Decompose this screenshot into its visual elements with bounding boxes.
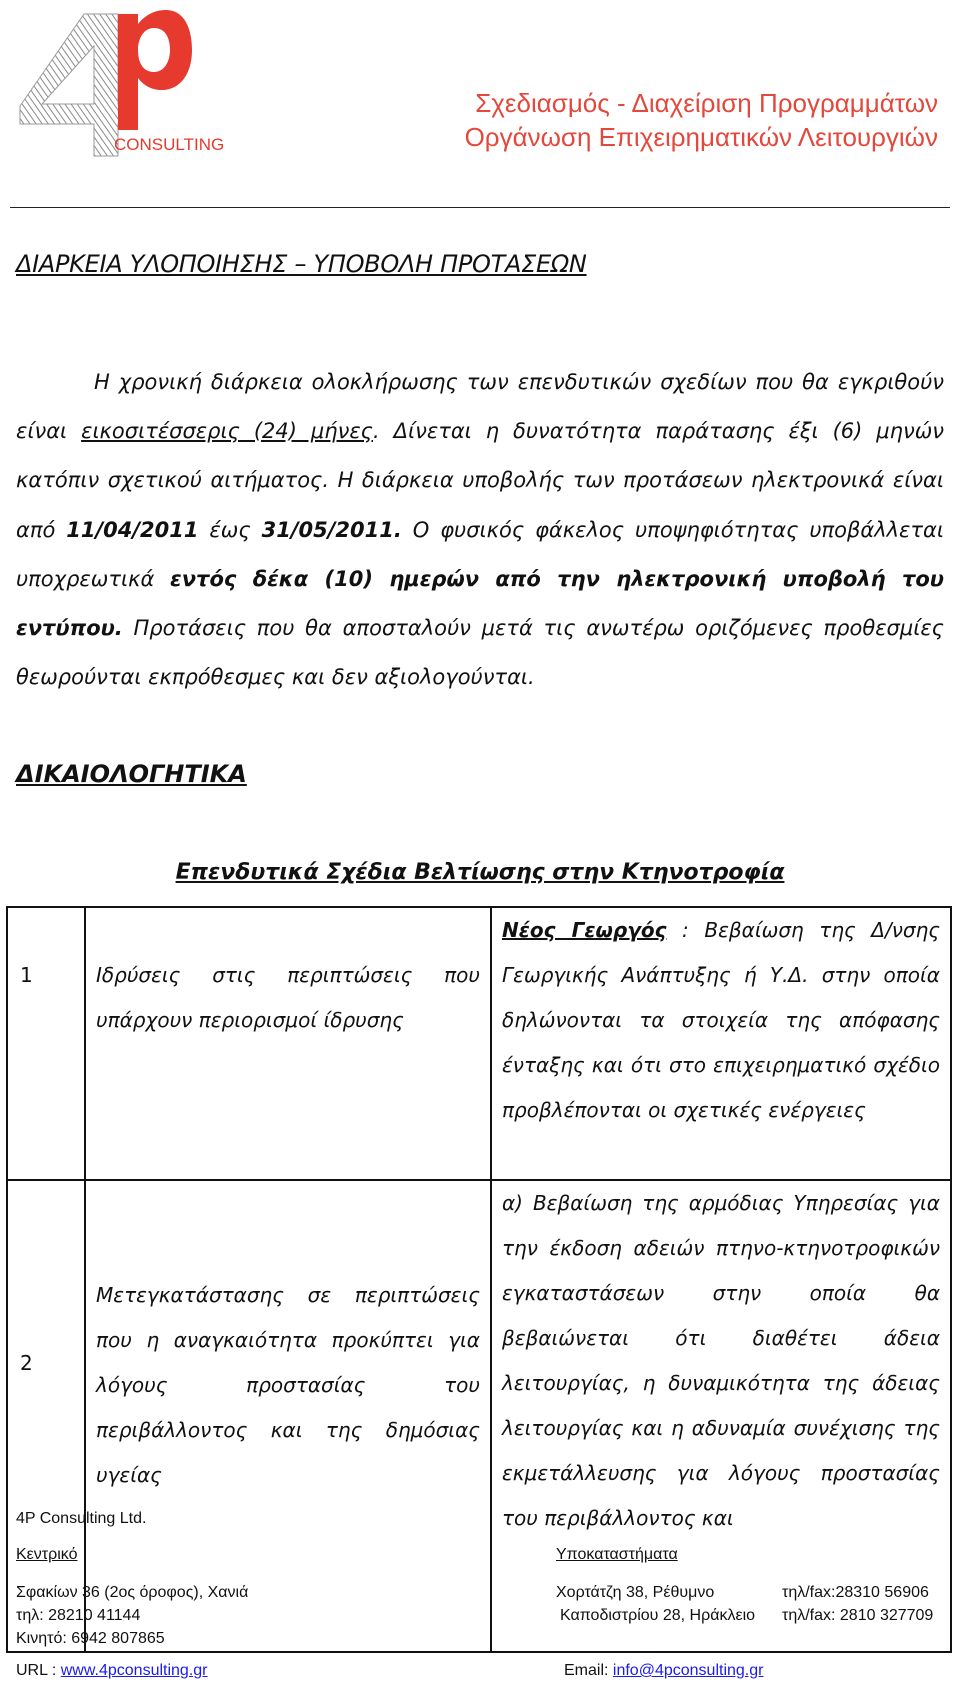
row-description: Μετεγκατάστασης σε περιπτώσεις που η αναγκαιότητα προκύπτει για λόγους προστασίας του περιβάλλοντος και της δημόσιας υγείας <box>85 1180 491 1652</box>
para-duration-underlined: εικοσιτέσσερις (24) μήνες <box>81 419 374 444</box>
para-end-date: 31/05/2011. <box>261 517 402 542</box>
footer-hq-label: Κεντρικό <box>16 1546 78 1563</box>
section-title-duration: ΔΙΑΡΚΕΙΑ ΥΛΟΠΟΙΗΣΗΣ – ΥΠΟΒΟΛΗ ΠΡΟΤΑΣΕΩΝ <box>16 250 587 278</box>
para-deadline-bold: εντός δέκα (10) ημερών από την ηλεκτρονική υποβολή του εντύπου. <box>16 566 944 641</box>
url-label: URL : <box>16 1662 61 1679</box>
duration-paragraph <box>16 358 944 702</box>
row-description: Ιδρύσεις στις περιπτώσεις που υπάρχουν περιορισμοί ίδρυσης <box>85 907 491 1180</box>
footer-branches-label: Υποκαταστήματα <box>556 1546 678 1563</box>
para-text: έως <box>198 517 262 542</box>
footer-hq-address: Σφακίων 36 (2ος όροφος), Χανιά <box>16 1584 249 1601</box>
tagline-line-2: Οργάνωση Επιχειρηματικών Λειτουργιών <box>464 122 938 152</box>
para-text: Ο φυσικός φάκελος υποψηφιότητας υποβάλλεται υποχρεωτικά <box>16 517 944 591</box>
documents-table <box>6 906 952 1653</box>
footer-branch2-phone: τηλ/fax: 2810 327709 <box>782 1607 934 1624</box>
row-requirement <box>491 907 951 1180</box>
email-label: Email: <box>564 1662 613 1679</box>
requirement-text: : Βεβαίωση της Δ/νσης Γεωργικής Ανάπτυξης ή Υ.Δ. στην οποία δηλώνονται τα στοιχεία της απόφασης ένταξης και ότι στο επιχειρηματικό σχέδιο προβλέπονται οι σχετικές ενέργειες <box>502 918 940 1122</box>
footer-url-row <box>16 1662 208 1680</box>
section-title-documents: ΔΙΚΑΙΟΛΟΓΗΤΙΚΑ <box>16 760 247 788</box>
logo-brand-text: CONSULTING <box>114 135 225 154</box>
tagline-line-1: Σχεδιασμός - Διαχείριση Προγραμμάτων <box>475 88 938 118</box>
para-text: Προτάσεις που θα αποσταλούν μετά τις ανωτέρω οριζόμενες προθεσμίες θεωρούνται εκπρόθεσμες και δεν αξιολογούνται. <box>16 616 944 690</box>
requirement-text: α) Βεβαίωση της αρμόδιας Υπηρεσίας για την έκδοση αδειών πτηνο-κτηνοτροφικών εγκαταστάσεων στην οποία θα βεβαιώνεται ότι διαθέτει άδεια λειτουργίας, η δυναμικότητα της άδειας λειτουργίας και η αδυναμία συνέχισης της εκμετάλλευσης για λόγους προστασίας του περιβάλλοντος και <box>502 1191 940 1530</box>
footer-branch1-phone: τηλ/fax:28310 56906 <box>782 1584 929 1601</box>
row-number: 2 <box>7 1180 85 1652</box>
footer-company: 4P Consulting Ltd. <box>16 1510 147 1527</box>
footer-branch1-address: Χορτάτζη 38, Ρέθυμνο <box>556 1584 715 1601</box>
footer-branch2-address: Καποδιστρίου 28, Ηράκλειο <box>560 1607 756 1624</box>
footer-hq-mobile: Κινητό: 6942 807865 <box>16 1630 165 1647</box>
website-link[interactable]: www.4pconsulting.gr <box>60 1662 208 1679</box>
header-divider <box>10 207 950 208</box>
company-logo <box>14 6 234 166</box>
para-text: Η χρονική διάρκεια ολοκλήρωσης των επενδυτικών σχεδίων που θα εγκριθούν είναι <box>16 370 944 444</box>
logo-4p-icon <box>14 6 234 166</box>
table-title: Επενδυτικά Σχέδια Βελτίωσης στην Κτηνοτροφία <box>175 860 785 885</box>
table-row <box>7 907 951 1180</box>
footer-email-row <box>564 1662 763 1680</box>
row-number: 1 <box>7 907 85 1180</box>
footer-hq-phone: τηλ: 28210 41144 <box>16 1607 141 1624</box>
email-link[interactable]: info@4pconsulting.gr <box>612 1662 764 1679</box>
header-tagline <box>458 86 938 154</box>
requirement-label: Νέος Γεωργός <box>502 918 667 942</box>
row-requirement <box>491 1180 951 1652</box>
table-row <box>7 1180 951 1652</box>
para-text: . Δίνεται η δυνατότητα παράτασης έξι (6) μηνών κατόπιν σχετικού αιτήματος. Η διάρκεια υποβολής των προτάσεων ηλεκτρονικά είναι από <box>16 419 945 542</box>
para-start-date: 11/04/2011 <box>66 517 199 542</box>
